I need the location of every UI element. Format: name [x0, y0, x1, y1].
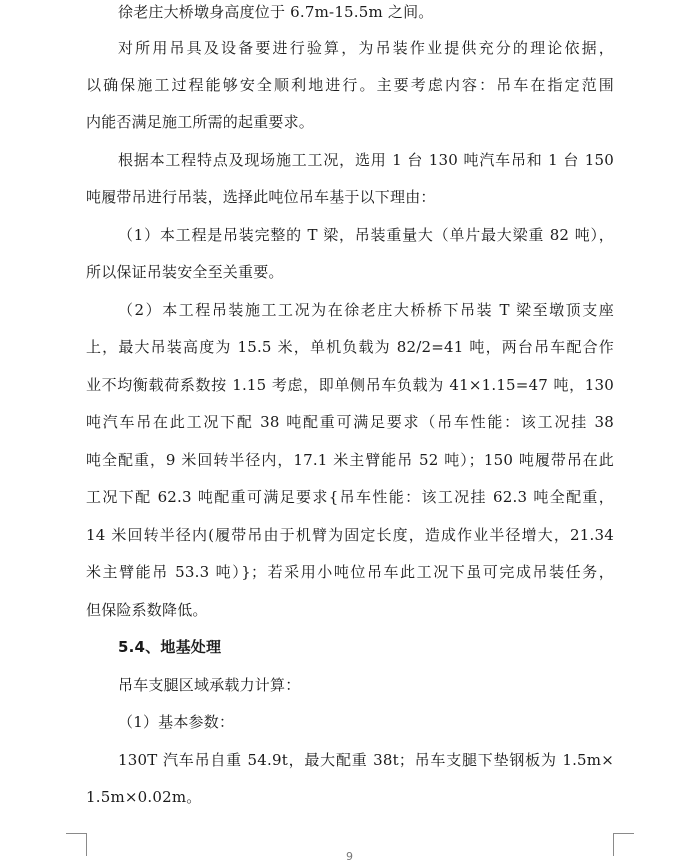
paragraph-line: 14 米回转半径内(履带吊由于机臂为固定长度，造成作业半径增大，21.34 — [86, 526, 614, 544]
paragraph-line: 上，最大吊装高度为 15.5 米，单机负载为 82/2=41 吨，两台吊车配合作 — [86, 338, 614, 356]
paragraph-line: 工况下配 62.3 吨配重可满足要求{吊车性能：该工况挂 62.3 吨全配重， — [86, 488, 614, 506]
paragraph-line: 吨履带吊进行吊装，选择此吨位吊车基于以下理由： — [86, 188, 436, 206]
paragraph-line: 130T 汽车吊自重 54.9t，最大配重 38t；吊车支腿下垫钢板为 1.5m× — [118, 751, 614, 769]
paragraph-line: 1.5m×0.02m。 — [86, 788, 202, 806]
paragraph-line: 但保险系数降低。 — [86, 601, 208, 619]
paragraph-line: 徐老庄大桥墩身高度位于 6.7m-15.5m 之间。 — [118, 3, 434, 21]
paragraph-line: 米主臂能吊 53.3 吨）}；若采用小吨位吊车此工况下虽可完成吊装任务， — [86, 563, 614, 581]
paragraph-line: 所以保证吊装安全至关重要。 — [86, 263, 284, 281]
section-heading: 5.4、地基处理 — [118, 638, 222, 656]
paragraph-line: 根据本工程特点及现场施工工况，选用 1 台 130 吨汽车吊和 1 台 150 — [118, 151, 614, 169]
paragraph-line: 对所用吊具及设备要进行验算，为吊装作业提供充分的理论依据， — [118, 39, 614, 57]
paragraph-line: 以确保施工过程能够安全顺利地进行。主要考虑内容：吊车在指定范围 — [86, 76, 614, 94]
paragraph-line: 吨全配重，9 米回转半径内，17.1 米主臂能吊 52 吨）；150 吨履带吊在此 — [86, 451, 614, 469]
paragraph-line: 业不均衡载荷系数按 1.15 考虑，即单侧吊车负载为 41×1.15=47 吨，130 — [86, 376, 614, 394]
page-number: 9 — [346, 850, 353, 863]
paragraph-line: （1）基本参数： — [118, 713, 235, 731]
paragraph-line: （1）本工程是吊装完整的 T 梁，吊装重量大（单片最大梁重 82 吨）， — [118, 226, 614, 244]
paragraph-line: 内能否满足施工所需的起重要求。 — [86, 113, 315, 131]
paragraph-line: （2）本工程吊装施工工况为在徐老庄大桥桥下吊装 T 梁至墩顶支座 — [118, 301, 614, 319]
paragraph-line: 吨汽车吊在此工况下配 38 吨配重可满足要求（吊车性能：该工况挂 38 — [86, 413, 614, 431]
paragraph-line: 吊车支腿区域承载力计算： — [118, 676, 301, 694]
